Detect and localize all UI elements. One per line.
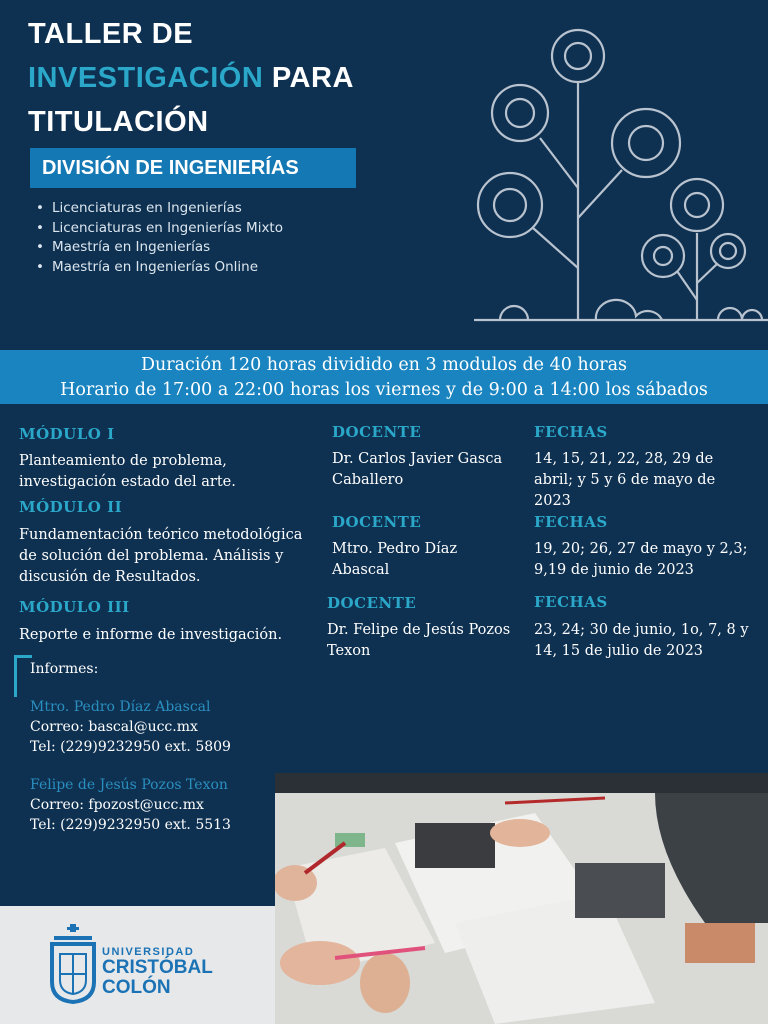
program-item: • Maestría en Ingenierías Online: [36, 258, 283, 278]
module-2-fechas-label: FECHAS: [534, 513, 608, 531]
program-item: • Maestría en Ingenierías: [36, 238, 283, 258]
module-1-label: MÓDULO I: [19, 425, 115, 443]
contact-2-phone: Tel: (229)9232950 ext. 5513: [30, 817, 231, 833]
informes-label: Informes:: [30, 661, 99, 677]
module-2-docente-label: DOCENTE: [332, 513, 422, 531]
logo-line-2: CRISTÓBAL: [102, 957, 213, 978]
title-line-2-rest: PARA: [263, 62, 354, 94]
module-3-docente: Dr. Felipe de Jesús Pozos Texon: [327, 622, 511, 659]
module-2-description: Fundamentación teórico metodológica de solución del problema. Análisis y discusión de Resultados.: [19, 527, 303, 585]
module-1-description: Planteamiento de problema, investigación estado del arte.: [19, 453, 236, 490]
programs-list: [36, 199, 283, 277]
university-logo-area: [0, 906, 275, 1024]
workshop-photo: [275, 773, 768, 1024]
program-item: • Licenciaturas en Ingenierías: [36, 199, 283, 219]
module-2-docente: Mtro. Pedro Díaz Abascal: [332, 541, 458, 578]
schedule-banner: [0, 350, 768, 404]
contact-1-name: Mtro. Pedro Díaz Abascal: [30, 699, 211, 715]
module-1-docente: Dr. Carlos Javier Gasca Caballero: [332, 451, 503, 488]
title-line-2: [28, 56, 448, 100]
module-1-fechas: 14, 15, 21, 22, 28, 29 de abril; y 5 y 6 de mayo de 2023: [534, 451, 716, 509]
university-crest-icon: [48, 924, 98, 1004]
logo-line-1: UNIVERSIDAD: [102, 946, 195, 958]
module-2-fechas: 19, 20; 26, 27 de mayo y 2,3; 9,19 de junio de 2023: [534, 541, 748, 578]
module-1-docente-label: DOCENTE: [332, 423, 422, 441]
module-1-fechas-label: FECHAS: [534, 423, 608, 441]
module-3-docente-label: DOCENTE: [327, 594, 417, 612]
contact-2-name: Felipe de Jesús Pozos Texon: [30, 777, 228, 793]
schedule-text: Horario de 17:00 a 22:00 horas los viernes y de 9:00 a 14:00 los sábados: [60, 380, 708, 400]
logo-line-3: COLÓN: [102, 977, 171, 998]
duration-text: Duración 120 horas dividido en 3 modulos de 40 horas: [140, 355, 628, 375]
contact-2-email: Correo: fpozost@ucc.mx: [30, 797, 204, 813]
program-item: • Licenciaturas en Ingenierías Mixto: [36, 219, 283, 239]
tree-illustration: [470, 28, 768, 328]
contact-1-phone: Tel: (229)9232950 ext. 5809: [30, 739, 231, 755]
page-title: [28, 12, 448, 144]
module-3-description: Reporte e informe de investigación.: [19, 627, 283, 643]
module-3-label: MÓDULO III: [19, 598, 130, 616]
informes-accent-bar: [14, 655, 17, 697]
division-badge: DIVISIÓN DE INGENIERÍAS: [30, 148, 356, 188]
module-3-fechas: 23, 24; 30 de junio, 1o, 7, 8 y 14, 15 de julio de 2023: [534, 622, 749, 659]
module-3-fechas-label: FECHAS: [534, 593, 608, 611]
module-2-label: MÓDULO II: [19, 498, 123, 516]
title-line-1: TALLER DE: [28, 18, 194, 50]
title-line-3: TITULACIÓN: [28, 106, 209, 138]
title-accent: INVESTIGACIÓN: [28, 62, 264, 94]
contact-1-email: Correo: bascal@ucc.mx: [30, 719, 198, 735]
